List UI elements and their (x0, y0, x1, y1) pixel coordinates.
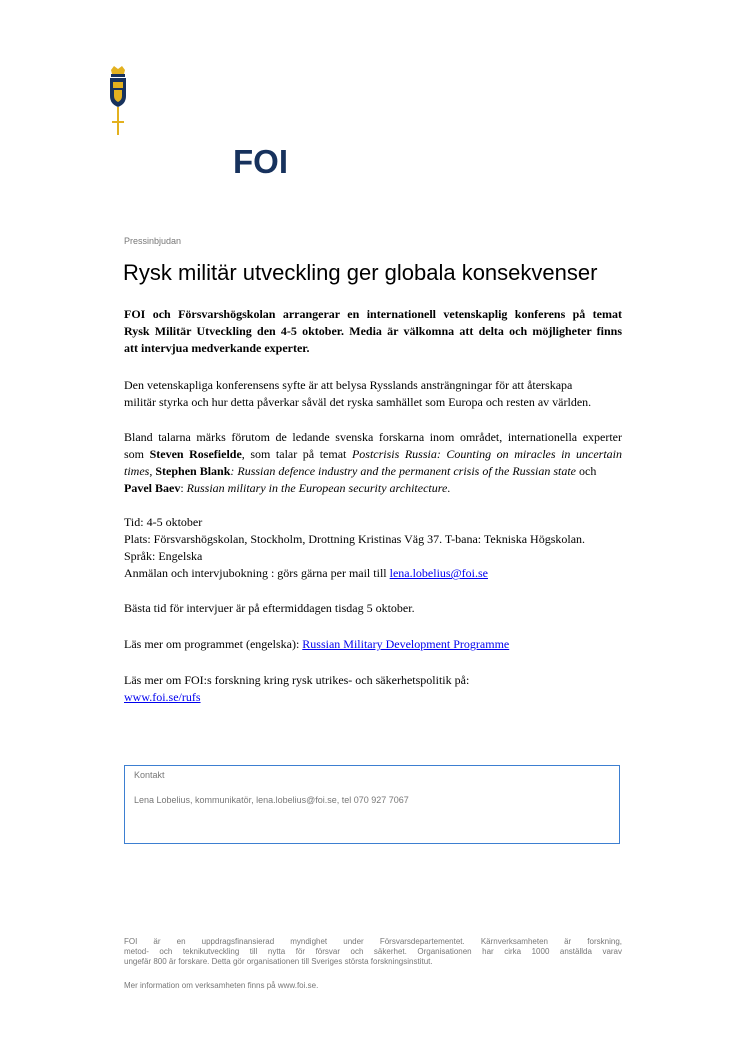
research-link[interactable]: www.foi.se/rufs (124, 690, 201, 704)
foi-logo (107, 66, 288, 180)
talk-title: Russian military in the European security architecture (186, 481, 448, 495)
talk-title: Postcrisis Russia: Counting on miracles in uncertain (351, 447, 622, 461)
lead-line: att intervjua medverkande experter. (124, 341, 310, 355)
event-language: Språk: Engelska (124, 549, 203, 563)
paragraph-line (124, 446, 622, 463)
footer-line: FOI är en uppdragsfinansierad myndighet under Försvarsdepartementet. Kärnverksamheten är forskning, (124, 937, 622, 946)
page-title: Rysk militär utveckling ger globala konsekvenser (123, 260, 598, 285)
document-type-label: Pressinbjudan (124, 236, 182, 246)
event-info (124, 514, 622, 582)
programme-link[interactable]: Russian Military Development Programme (302, 637, 510, 651)
footer-line: metod- och teknikutveckling till nytta för försvar och säkerhet. Organisationen har cirka 1000 anställda varav (124, 947, 622, 956)
speakers-paragraph (124, 429, 622, 497)
crown-emblem-icon (107, 66, 129, 138)
signup-text: Anmälan och intervjubokning : görs gärna per mail till (124, 566, 390, 580)
lead-line: Rysk Militär Utveckling den 4-5 oktober. Media är välkomna att delta och möjligheter finns (124, 324, 622, 338)
lead-line: FOI och Försvarshögskolan arrangerar en internationell vetenskaplig konferens på temat (124, 307, 622, 321)
lead-paragraph (124, 306, 622, 357)
text-fragment: som (124, 447, 150, 461)
text-fragment: . (447, 481, 451, 495)
event-time: Tid: 4-5 oktober (124, 515, 203, 529)
paragraph-line: Bland talarna märks förutom de ledande svenska forskarna inom området, internationella experter (124, 430, 622, 444)
paragraph-line (124, 480, 622, 497)
speaker-name: Steven Rosefielde (149, 447, 242, 461)
contact-label: Kontakt (134, 770, 165, 780)
logo-wordmark: FOI (233, 143, 288, 180)
programme-paragraph (124, 636, 622, 653)
text-fragment: och (576, 464, 597, 478)
talk-title: times, (124, 464, 153, 478)
purpose-paragraph (124, 377, 622, 411)
speaker-name: Stephen Blank (155, 464, 231, 478)
contact-details: Lena Lobelius, kommunikatör, lena.lobelius@foi.se, tel 070 927 7067 (134, 795, 409, 805)
event-place: Plats: Försvarshögskolan, Stockholm, Drottning Kristinas Väg 37. T-bana: Tekniska Högskolan. (124, 532, 586, 546)
text-fragment: : (180, 481, 187, 495)
paragraph-line (124, 463, 622, 480)
contact-box (124, 765, 620, 844)
text-fragment: , som talar på temat (241, 447, 352, 461)
talk-title: : Russian defence industry and the permanent crisis of the Russian state (230, 464, 576, 478)
footer-line: ungefär 800 är forskare. Detta gör organisationen till Sveriges största forskningsinstitut. (124, 957, 433, 966)
event-signup (124, 565, 622, 582)
signup-email-link[interactable]: lena.lobelius@foi.se (389, 566, 488, 580)
paragraph-line: militär styrka och hur detta påverkar såväl det ryska samhället som Europa och resten av världen. (124, 395, 592, 409)
footer-more-info: Mer information om verksamheten finns på www.foi.se. (124, 981, 319, 990)
research-paragraph (124, 672, 622, 706)
research-text: Läs mer om FOI:s forskning kring rysk utrikes- och säkerhetspolitik på: (124, 673, 470, 687)
footer-about (124, 937, 622, 967)
interview-time-paragraph: Bästa tid för intervjuer är på eftermiddagen tisdag 5 oktober. (124, 601, 415, 615)
programme-text: Läs mer om programmet (engelska): (124, 637, 303, 651)
speaker-name: Pavel Baev (124, 481, 181, 495)
paragraph-line: Den vetenskapliga konferensens syfte är att belysa Rysslands ansträngningar för att återskapa (124, 378, 573, 392)
